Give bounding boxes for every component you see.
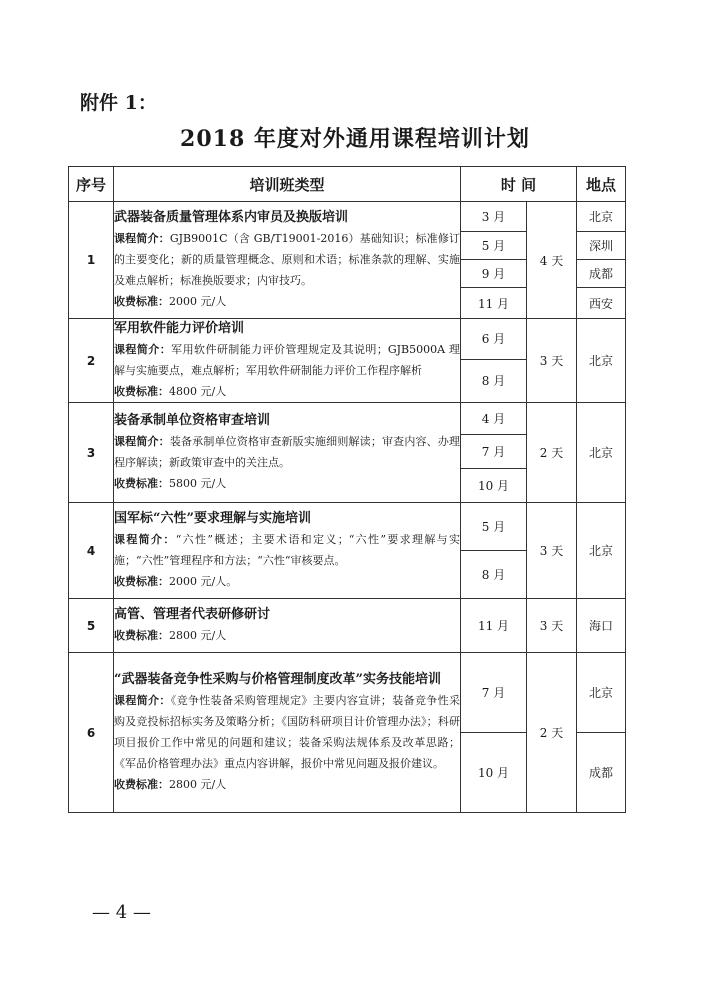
table-row <box>69 599 626 653</box>
course-name: “武器装备竞争性采购与价格管理制度改革”实务技能培训 <box>114 672 441 687</box>
location-cell: 北京 <box>577 503 626 599</box>
table-row <box>69 653 626 733</box>
location-cell: 成都 <box>577 260 626 288</box>
page-title: 2018 年度对外通用课程培训计划 <box>180 126 530 152</box>
month-cell: 11 月 <box>461 599 527 653</box>
month-cell: 4 月 <box>461 403 527 435</box>
row-number: 5 <box>69 599 114 653</box>
location-cell: 北京 <box>577 319 626 403</box>
month-cell: 5 月 <box>461 232 527 260</box>
course-intro: “六性”概述；主要术语和定义；“六性”要求理解与实施；“六性”管理程序和方法；“六性“审核要点。 <box>114 533 460 567</box>
course-cell <box>114 503 461 599</box>
duration-cell: 3 天 <box>527 503 577 599</box>
course-fee: 5800 元/人 <box>169 477 227 490</box>
table-row <box>69 202 626 232</box>
header-place: 地点 <box>577 167 626 202</box>
course-name: 高管、管理者代表研修研讨 <box>114 607 271 622</box>
table-header-row <box>69 167 626 202</box>
duration-cell: 2 天 <box>527 653 577 813</box>
intro-label: 课程简介： <box>114 232 170 245</box>
course-intro: 装备承制单位资格审查新版实施细则解读；审查内容、办理程序解读；新政策审查中的关注点。 <box>114 435 461 469</box>
intro-label: 课程简介： <box>114 343 172 356</box>
course-cell <box>114 653 461 813</box>
course-cell <box>114 202 461 319</box>
month-cell: 10 月 <box>461 733 527 813</box>
month-cell: 9 月 <box>461 260 527 288</box>
month-cell: 3 月 <box>461 202 527 232</box>
row-number: 6 <box>69 653 114 813</box>
duration-cell: 3 天 <box>527 599 577 653</box>
page-number: — 4 — <box>92 902 151 923</box>
month-cell: 7 月 <box>461 435 527 469</box>
intro-label: 课程简介： <box>114 694 171 707</box>
location-cell: 深圳 <box>577 232 626 260</box>
fee-label: 收费标准： <box>114 477 169 490</box>
course-name: 军用软件能力评价培训 <box>114 321 245 336</box>
location-cell: 北京 <box>577 202 626 232</box>
intro-label: 课程简介： <box>114 435 170 448</box>
intro-label: 课程简介： <box>114 533 176 546</box>
course-name: 装备承制单位资格审查培训 <box>114 413 271 428</box>
course-cell <box>114 403 461 503</box>
course-cell <box>114 319 461 403</box>
month-cell: 8 月 <box>461 551 527 599</box>
table-row <box>69 503 626 551</box>
course-intro: 军用软件研制能力评价管理规定及其说明；GJB5000A 理解与实施要点，难点解析；军用软件研制能力评价工作程序解析 <box>114 343 461 377</box>
location-cell: 海口 <box>577 599 626 653</box>
row-number: 1 <box>69 202 114 319</box>
month-cell: 11 月 <box>461 288 527 319</box>
fee-label: 收费标准： <box>114 629 169 642</box>
row-number: 4 <box>69 503 114 599</box>
fee-label: 收费标准： <box>114 385 169 398</box>
table-row <box>69 403 626 435</box>
header-no: 序号 <box>69 167 114 202</box>
course-fee: 2000 元/人 <box>169 295 227 308</box>
month-cell: 10 月 <box>461 469 527 503</box>
month-cell: 5 月 <box>461 503 527 551</box>
course-fee: 4800 元/人 <box>169 385 227 398</box>
table-row <box>69 319 626 360</box>
row-number: 2 <box>69 319 114 403</box>
attachment-label: 附件 1： <box>80 92 157 114</box>
course-fee: 2800 元/人 <box>169 629 227 642</box>
fee-label: 收费标准： <box>114 778 169 791</box>
month-cell: 6 月 <box>461 319 527 360</box>
duration-cell: 2 天 <box>527 403 577 503</box>
fee-label: 收费标准： <box>114 295 169 308</box>
course-intro: GJB9001C（含 GB/T19001-2016）基础知识；标准修订的主要变化；新的质量管理概念、原则和术语；标准条款的理解、实施及难点解析；标准换版要求；内审技巧。 <box>114 232 460 287</box>
training-plan-table <box>68 166 626 813</box>
header-type: 培训班类型 <box>114 167 461 202</box>
header-time: 时 间 <box>461 167 577 202</box>
row-number: 3 <box>69 403 114 503</box>
month-cell: 8 月 <box>461 359 527 402</box>
course-intro: 《竞争性装备采购管理规定》主要内容宣讲；装备竞争性采购及竞投标招标实务及策略分析；《国防科研项目计价管理办法》；科研项目报价工作中常见的问题和建议；装备采购法规体系及改革思路；《军品价格管理办法》重点内容讲解，报价中常见问题及报价建议。 <box>114 694 460 770</box>
course-name: 国军标“六性”要求理解与实施培训 <box>114 511 311 526</box>
location-cell: 西安 <box>577 288 626 319</box>
location-cell: 北京 <box>577 653 626 733</box>
location-cell: 成都 <box>577 733 626 813</box>
month-cell: 7 月 <box>461 653 527 733</box>
duration-cell: 4 天 <box>527 202 577 319</box>
course-fee: 2800 元/人 <box>169 778 227 791</box>
course-name: 武器装备质量管理体系内审员及换版培训 <box>114 210 349 225</box>
location-cell: 北京 <box>577 403 626 503</box>
course-fee: 2000 元/人。 <box>169 575 238 588</box>
duration-cell: 3 天 <box>527 319 577 403</box>
fee-label: 收费标准： <box>114 575 169 588</box>
course-cell <box>114 599 461 653</box>
